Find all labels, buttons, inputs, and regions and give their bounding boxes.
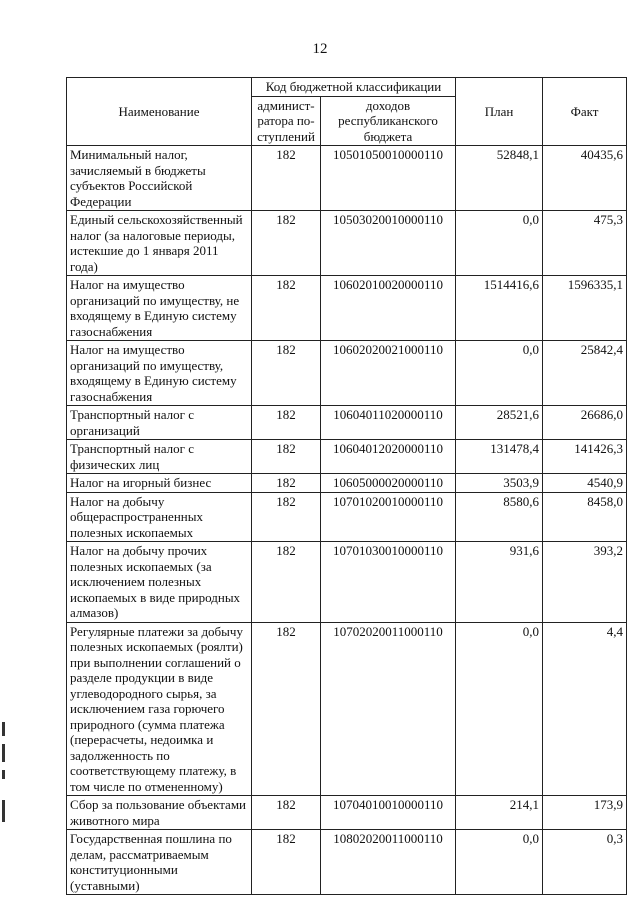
row-fact: 4540,9 (543, 474, 627, 493)
row-budget-code: 10702020011000110 (321, 622, 456, 796)
row-fact: 40435,6 (543, 146, 627, 211)
row-plan: 8580,6 (456, 492, 543, 542)
row-admin-code: 182 (252, 341, 321, 406)
row-plan: 0,0 (456, 341, 543, 406)
table-row (67, 146, 627, 211)
table-row (67, 474, 627, 493)
header-income: доходов республиканского бюджета (321, 96, 456, 146)
row-budget-code: 10604011020000110 (321, 406, 456, 440)
row-name: Минимальный налог, зачисляемый в бюджеты субъектов Российской Федерации (67, 146, 252, 211)
table-row (67, 276, 627, 341)
row-plan: 28521,6 (456, 406, 543, 440)
row-name: Единый сельскохозяйственный налог (за налоговые периоды, истекшие до 1 января 2011 года) (67, 211, 252, 276)
row-fact: 0,3 (543, 830, 627, 895)
page-number: 12 (312, 41, 328, 57)
header-admin: админист-ратора по-ступлений (252, 96, 321, 146)
row-plan: 0,0 (456, 622, 543, 796)
table-row (67, 622, 627, 796)
row-fact: 8458,0 (543, 492, 627, 542)
row-name: Сбор за пользование объектами животного мира (67, 796, 252, 830)
row-budget-code: 10602010020000110 (321, 276, 456, 341)
row-admin-code: 182 (252, 146, 321, 211)
row-admin-code: 182 (252, 830, 321, 895)
row-admin-code: 182 (252, 622, 321, 796)
row-fact: 475,3 (543, 211, 627, 276)
table-row (67, 796, 627, 830)
row-budget-code: 10501050010000110 (321, 146, 456, 211)
header-fact: Факт (543, 78, 627, 146)
margin-mark (2, 800, 5, 822)
row-name: Налог на имущество организаций по имуществу, входящему в Единую систему газоснабжения (67, 341, 252, 406)
row-budget-code: 10704010010000110 (321, 796, 456, 830)
row-fact: 393,2 (543, 542, 627, 623)
row-admin-code: 182 (252, 474, 321, 493)
row-fact: 173,9 (543, 796, 627, 830)
row-budget-code: 10802020011000110 (321, 830, 456, 895)
table-row (67, 542, 627, 623)
row-admin-code: 182 (252, 796, 321, 830)
row-budget-code: 10602020021000110 (321, 341, 456, 406)
margin-mark (2, 770, 5, 779)
header-code-group: Код бюджетной классификации (252, 78, 456, 97)
table-row (67, 406, 627, 440)
row-admin-code: 182 (252, 492, 321, 542)
table-body (67, 146, 627, 895)
row-fact: 1596335,1 (543, 276, 627, 341)
row-admin-code: 182 (252, 542, 321, 623)
row-plan: 3503,9 (456, 474, 543, 493)
row-budget-code: 10701030010000110 (321, 542, 456, 623)
row-plan: 52848,1 (456, 146, 543, 211)
row-budget-code: 10503020010000110 (321, 211, 456, 276)
row-name: Регулярные платежи за добычу полезных ископаемых (роялти) при выполнении соглашений о разделе продукции в виде углеводородного сырья, за исключением газа горючего природного (сумма платежа (перерасчеты, недоимка и задолженность по соответствующему платежу, в том числе по отмененному) (67, 622, 252, 796)
row-plan: 1514416,6 (456, 276, 543, 341)
row-fact: 25842,4 (543, 341, 627, 406)
header-plan: План (456, 78, 543, 146)
row-name: Налог на добычу общераспространенных полезных ископаемых (67, 492, 252, 542)
row-name: Налог на игорный бизнес (67, 474, 252, 493)
row-name: Налог на добычу прочих полезных ископаемых (за исключением полезных ископаемых в виде природных алмазов) (67, 542, 252, 623)
row-plan: 931,6 (456, 542, 543, 623)
row-admin-code: 182 (252, 406, 321, 440)
row-fact: 26686,0 (543, 406, 627, 440)
header-name: Наименование (67, 78, 252, 146)
row-fact: 4,4 (543, 622, 627, 796)
budget-table (66, 77, 627, 895)
table-header (67, 78, 627, 146)
row-name: Налог на имущество организаций по имуществу, не входящему в Единую систему газоснабжения (67, 276, 252, 341)
row-fact: 141426,3 (543, 440, 627, 474)
row-plan: 0,0 (456, 830, 543, 895)
table-row (67, 341, 627, 406)
row-plan: 214,1 (456, 796, 543, 830)
row-admin-code: 182 (252, 276, 321, 341)
table-row (67, 830, 627, 895)
table-row (67, 211, 627, 276)
row-name: Транспортный налог с физических лиц (67, 440, 252, 474)
row-budget-code: 10701020010000110 (321, 492, 456, 542)
margin-mark (2, 744, 5, 762)
row-name: Транспортный налог с организаций (67, 406, 252, 440)
row-budget-code: 10604012020000110 (321, 440, 456, 474)
row-admin-code: 182 (252, 211, 321, 276)
row-budget-code: 10605000020000110 (321, 474, 456, 493)
row-plan: 131478,4 (456, 440, 543, 474)
row-plan: 0,0 (456, 211, 543, 276)
margin-mark (2, 722, 5, 736)
table-row (67, 440, 627, 474)
row-name: Государственная пошлина по делам, рассматриваемым конституционными (уставными) (67, 830, 252, 895)
table-row (67, 492, 627, 542)
row-admin-code: 182 (252, 440, 321, 474)
